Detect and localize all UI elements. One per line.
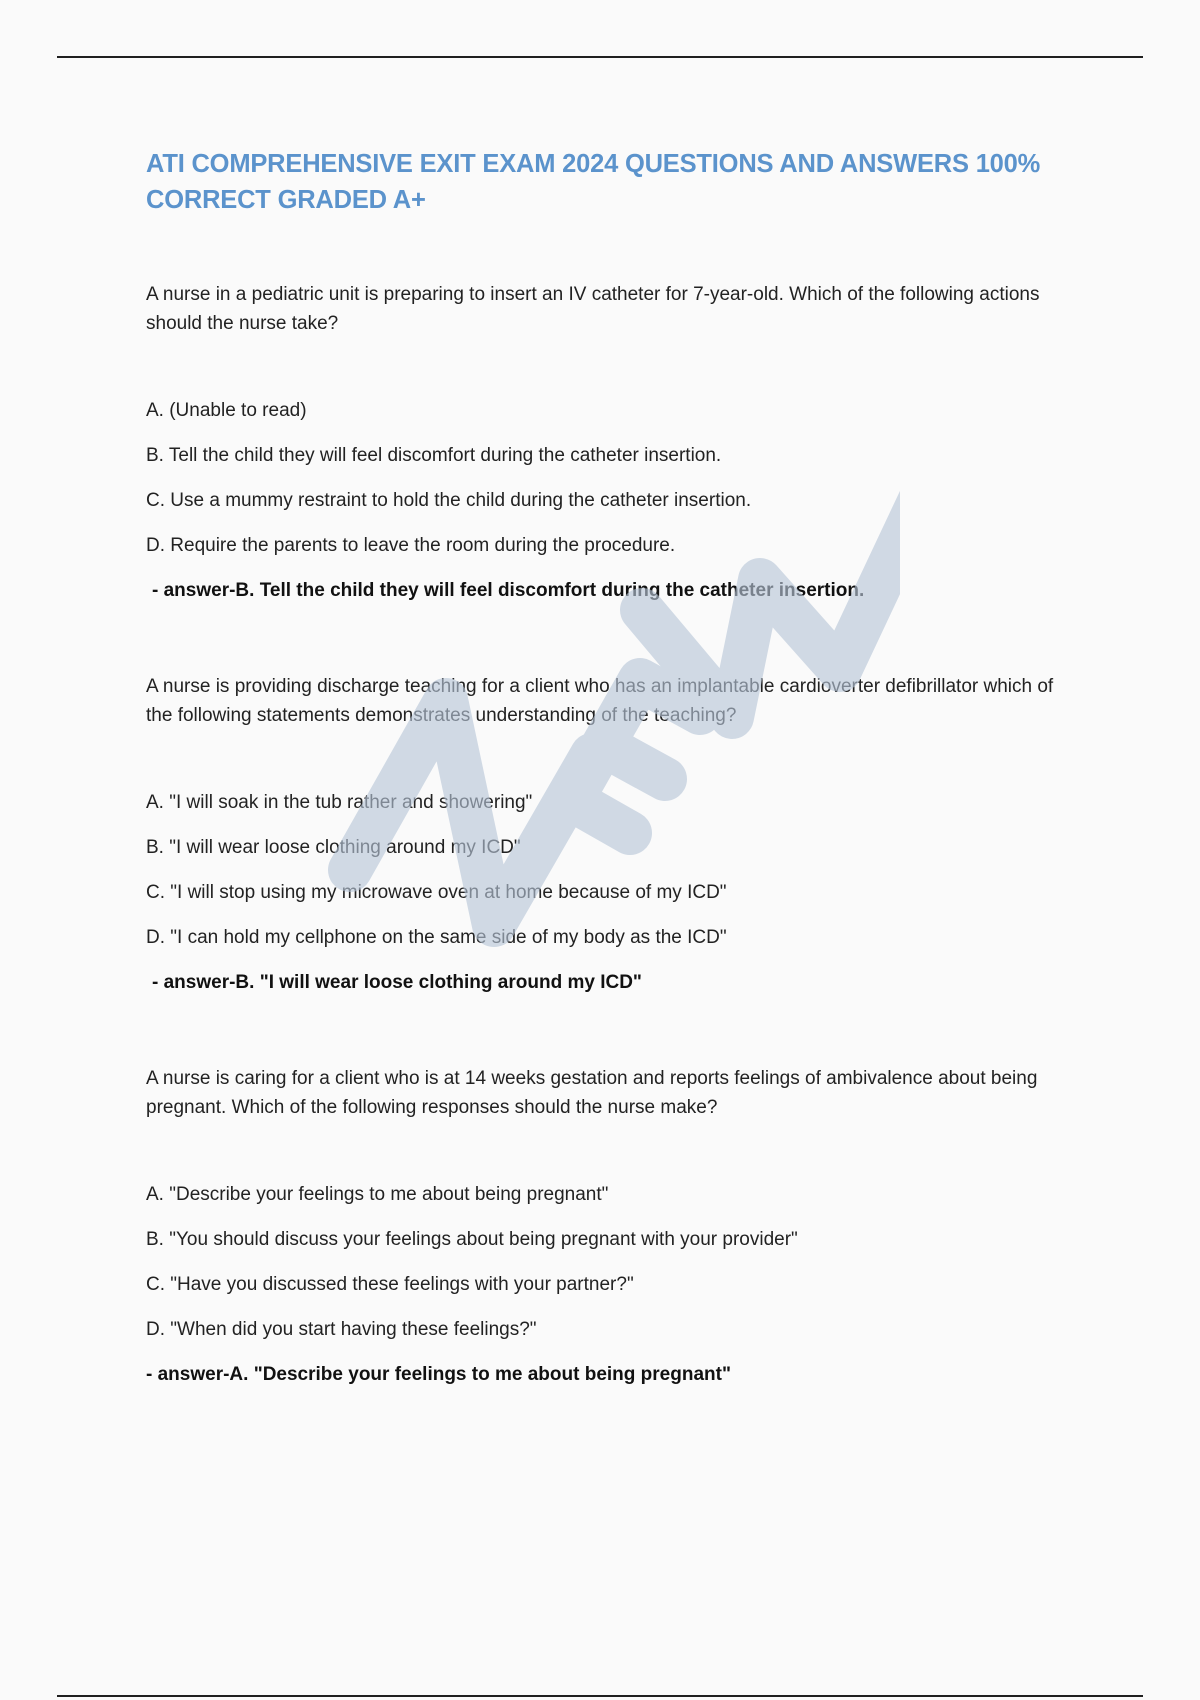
footer-rule <box>57 1695 1143 1697</box>
option-c: C. "I will stop using my microwave oven at home because of my ICD" <box>146 882 727 903</box>
option-b: B. Tell the child they will feel discomfort during the catheter insertion. <box>146 445 722 466</box>
option-a: A. "I will soak in the tub rather and showering" <box>146 792 533 813</box>
option-a: A. (Unable to read) <box>146 400 307 421</box>
answer-text: - answer-A. "Describe your feelings to me about being pregnant" <box>146 1364 731 1385</box>
option-b: B. "I will wear loose clothing around my ICD" <box>146 837 521 858</box>
option-c: C. "Have you discussed these feelings with your partner?" <box>146 1274 634 1295</box>
option-d: D. "I can hold my cellphone on the same side of my body as the ICD" <box>146 927 727 948</box>
options-list <box>146 399 1066 579</box>
answer-text: - answer-B. Tell the child they will feel discomfort during the catheter insertion. <box>152 580 865 601</box>
option-d: D. Require the parents to leave the room during the procedure. <box>146 535 676 556</box>
question-text: A nurse is caring for a client who is at 14 weeks gestation and reports feelings of ambivalence about being pregnant. Which of the following responses should the nurse make? <box>146 1068 1038 1118</box>
answer-text: - answer-B. "I will wear loose clothing around my ICD" <box>152 972 642 993</box>
header-rule <box>57 56 1143 58</box>
question-block-1 <box>146 280 1066 603</box>
options-list <box>146 791 1066 971</box>
question-block-2 <box>146 672 1066 995</box>
option-b: B. "You should discuss your feelings about being pregnant with your provider" <box>146 1229 798 1250</box>
option-c: C. Use a mummy restraint to hold the child during the catheter insertion. <box>146 490 752 511</box>
question-block-3 <box>146 1064 1066 1387</box>
option-d: D. "When did you start having these feelings?" <box>146 1319 537 1340</box>
question-text: A nurse in a pediatric unit is preparing to insert an IV catheter for 7-year-old. Which of the following actions should the nurse take? <box>146 284 1040 334</box>
options-list <box>146 1183 1066 1363</box>
option-a: A. "Describe your feelings to me about being pregnant" <box>146 1184 609 1205</box>
document-title: ATI COMPREHENSIVE EXIT EXAM 2024 QUESTIONS AND ANSWERS 100% CORRECT GRADED A+ <box>146 150 1041 214</box>
document-body <box>146 146 1066 1385</box>
question-text: A nurse is providing discharge teaching for a client who has an implantable cardioverter defibrillator which of the following statements demonstrates understanding of the teaching? <box>146 676 1054 726</box>
